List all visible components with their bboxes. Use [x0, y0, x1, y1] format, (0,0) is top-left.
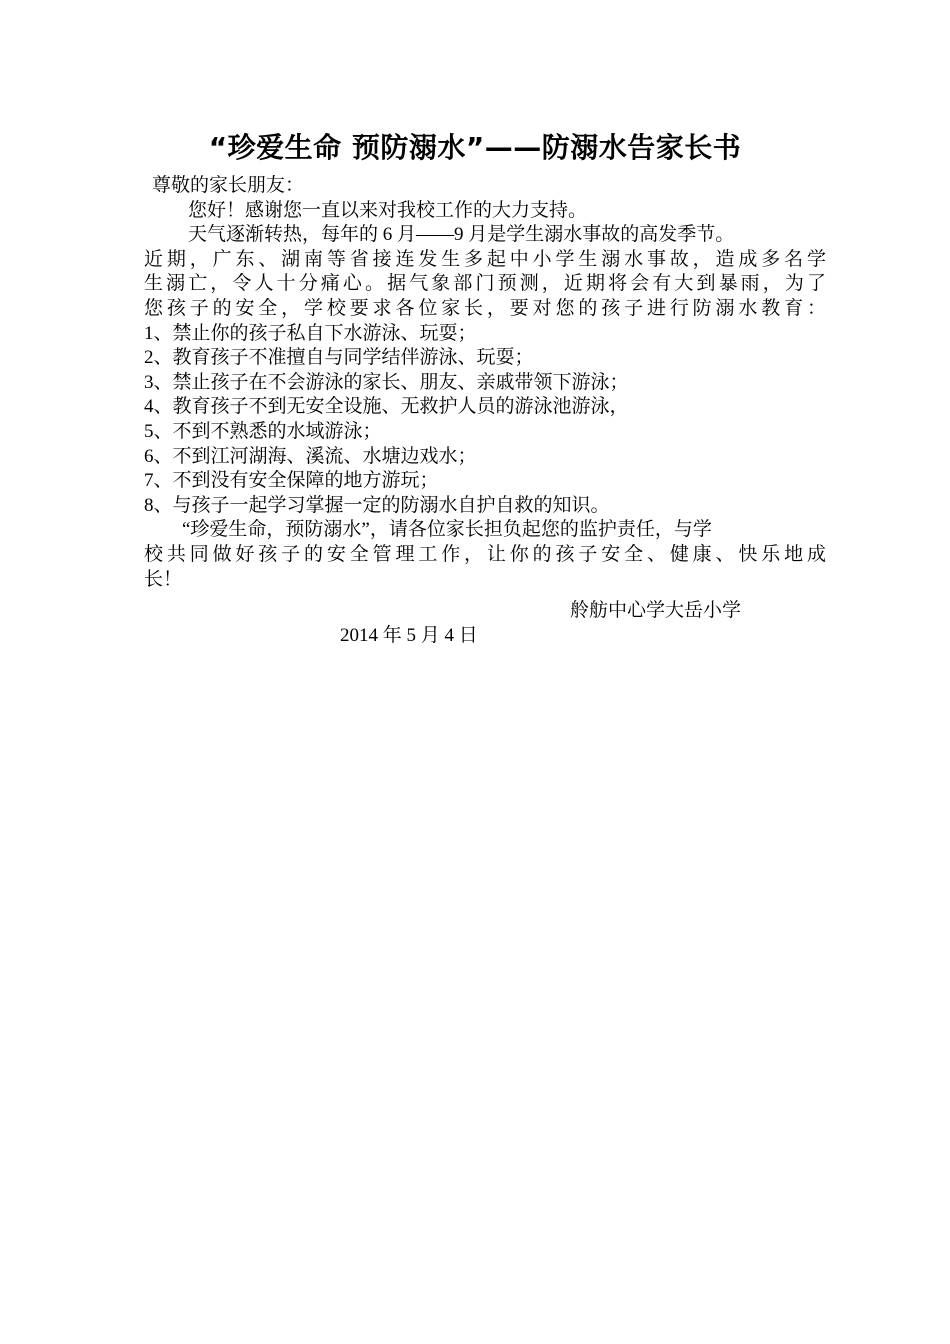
rule-item: 2、教育孩子不准擅自与同学结伴游泳、玩耍；	[144, 347, 534, 369]
paragraph-line: 您孩子的安全，学校要求各位家长，要对您的孩子进行防溺水教育：	[144, 297, 826, 319]
paragraph-season: 天气逐渐转热，每年的 6 月——9 月是学生溺水事故的高发季节。	[188, 224, 735, 246]
date: 2014 年 5 月 4 日	[340, 625, 478, 646]
document-title: “珍爱生命 预防溺水”——防溺水告家长书	[208, 131, 742, 164]
letter-body	[144, 174, 826, 592]
rule-item: 7、不到没有安全保障的地方游玩；	[144, 470, 439, 492]
paragraph-line: 生溺亡，令人十分痛心。据气象部门预测，近期将会有大到暴雨，为了	[144, 273, 826, 295]
closing-line: 长！	[144, 568, 183, 590]
rule-item: 3、禁止孩子在不会游泳的家长、朋友、亲戚带领下游泳；	[144, 371, 629, 393]
signature: 舲舫中心学大岳小学	[570, 600, 742, 621]
rule-item: 5、不到不熟悉的水域游泳；	[144, 420, 382, 442]
rule-item: 1、禁止你的孩子私自下水游泳、玩耍；	[144, 322, 477, 344]
rule-item: 6、不到江河湖海、溪流、水塘边戏水；	[144, 445, 477, 467]
paragraph-line: 近期，广东、湖南等省接连发生多起中小学生溺水事故，造成多名学	[144, 248, 826, 270]
closing-line: “珍爱生命，预防溺水”，请各位家长担负起您的监护责任，与学	[182, 519, 712, 541]
greeting: 尊敬的家长朋友：	[152, 175, 305, 196]
paragraph-thanks: 您好！感谢您一直以来对我校工作的大力支持。	[188, 199, 588, 221]
closing-line: 校共同做好孩子的安全管理工作，让你的孩子安全、健康、快乐地成	[144, 543, 826, 565]
rule-item: 4、教育孩子不到无安全设施、无救护人员的游泳池游泳，	[144, 396, 629, 418]
rule-item: 8、与孩子一起学习掌握一定的防溺水自护自救的知识。	[144, 494, 610, 516]
